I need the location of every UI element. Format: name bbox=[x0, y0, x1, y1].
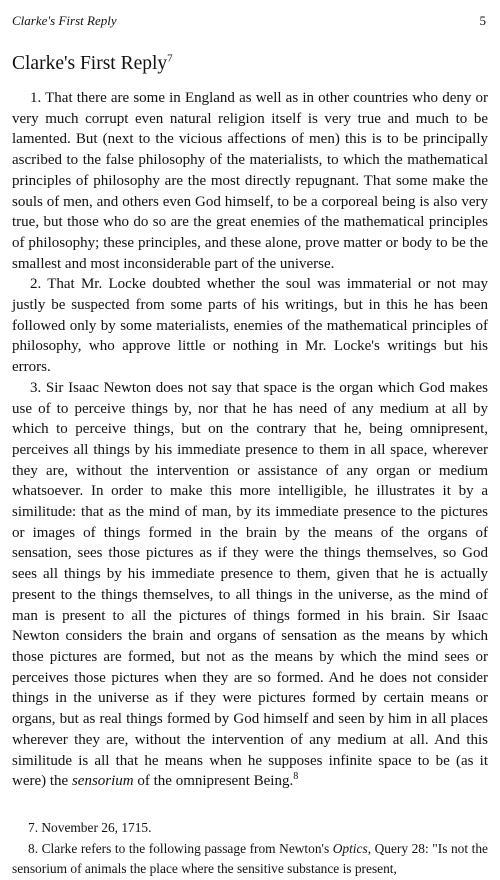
footnote-8-title: Optics bbox=[332, 840, 368, 856]
paragraph-3-tail: of the omnipresent Being. bbox=[133, 773, 294, 790]
paragraph-3-text: 3. Sir Isaac Newton does not say that space is the organ which God makes use of to perceive things by, nor that he has need of any medium at all by which to perceive things, but on the contrary that he, being omnipresent, perceives all things by his immediate presence to them in all space, wherever they are, without the intervention or assistance of any organ or medium whatsoever. In order to make this more intelligible, he illustrates it by a similitude: that as the mind of man, by its immediate presence to the pictures or images of things formed in the brain by the means of the organs of sensation, sees those pictures as if they were the things themselves, so God sees all things by his immediate presence to them, given that he is actually present to the things themselves, to all things in the universe, as the mind of man is present to all the pictures of things formed in his brain. Sir Isaac Newton considers the brain and organs of sensation as the means by which those pictures are formed, but not as the means by which the mind sees or perceives those pictures when they are so formed. And he does not consider things in the universe as if they were pictures formed by certain means or organs, but as real things formed by God himself and seen by him in all places wherever they are, without the intervention of any medium at all. And this similitude is all that he means when he supposes infinite space to be (as it were) the bbox=[12, 379, 488, 790]
footnotes bbox=[12, 818, 488, 880]
running-title: Clarke's First Reply bbox=[12, 13, 117, 28]
paragraph-3 bbox=[12, 378, 488, 792]
chapter-title bbox=[12, 52, 173, 76]
footnote-8 bbox=[12, 839, 488, 880]
footnote-7: 7. November 26, 1715. bbox=[28, 820, 152, 835]
paragraph-1: 1. That there are some in England as well as in other countries who deny or very much corrupt even natural religion itself is very true and much to be lamented. But (next to the vicious affections of men) this is to be principally ascribed to the false philosophy of the materialists, to which the mathematical principles of philosophy are the most directly repugnant. That some make the souls of men, and others even God himself, to be a corporeal being is also very true, but those who do so are the great enemies of the mathematical principles of philosophy; these principles, and these alone, prove matter or body to be the smallest and most inconsiderable part of the universe. bbox=[12, 90, 488, 272]
footnote-8-tail: , Query 28: "Is not the sensorium of animals the place where the sensitive substance is present, bbox=[12, 840, 488, 877]
paragraph-2: 2. That Mr. Locke doubted whether the soul was immaterial or not may justly be suspected from some parts of his writings, but in this he has been followed only by some materialists, enemies of the mathematical principles of philosophy, who approve little or nothing in Mr. Locke's writings but his errors. bbox=[12, 276, 488, 376]
footnote-8-lead: 8. Clarke refers to the following passage from Newton's bbox=[28, 840, 333, 856]
sensorium-term: sensorium bbox=[71, 773, 134, 790]
body-text bbox=[12, 88, 488, 792]
chapter-title-note-ref: 7 bbox=[167, 52, 173, 65]
page-number: 5 bbox=[479, 13, 486, 28]
chapter-title-text: Clarke's First Reply bbox=[12, 53, 168, 74]
paragraph-3-note-ref: 8 bbox=[293, 771, 299, 783]
running-head bbox=[12, 12, 486, 30]
